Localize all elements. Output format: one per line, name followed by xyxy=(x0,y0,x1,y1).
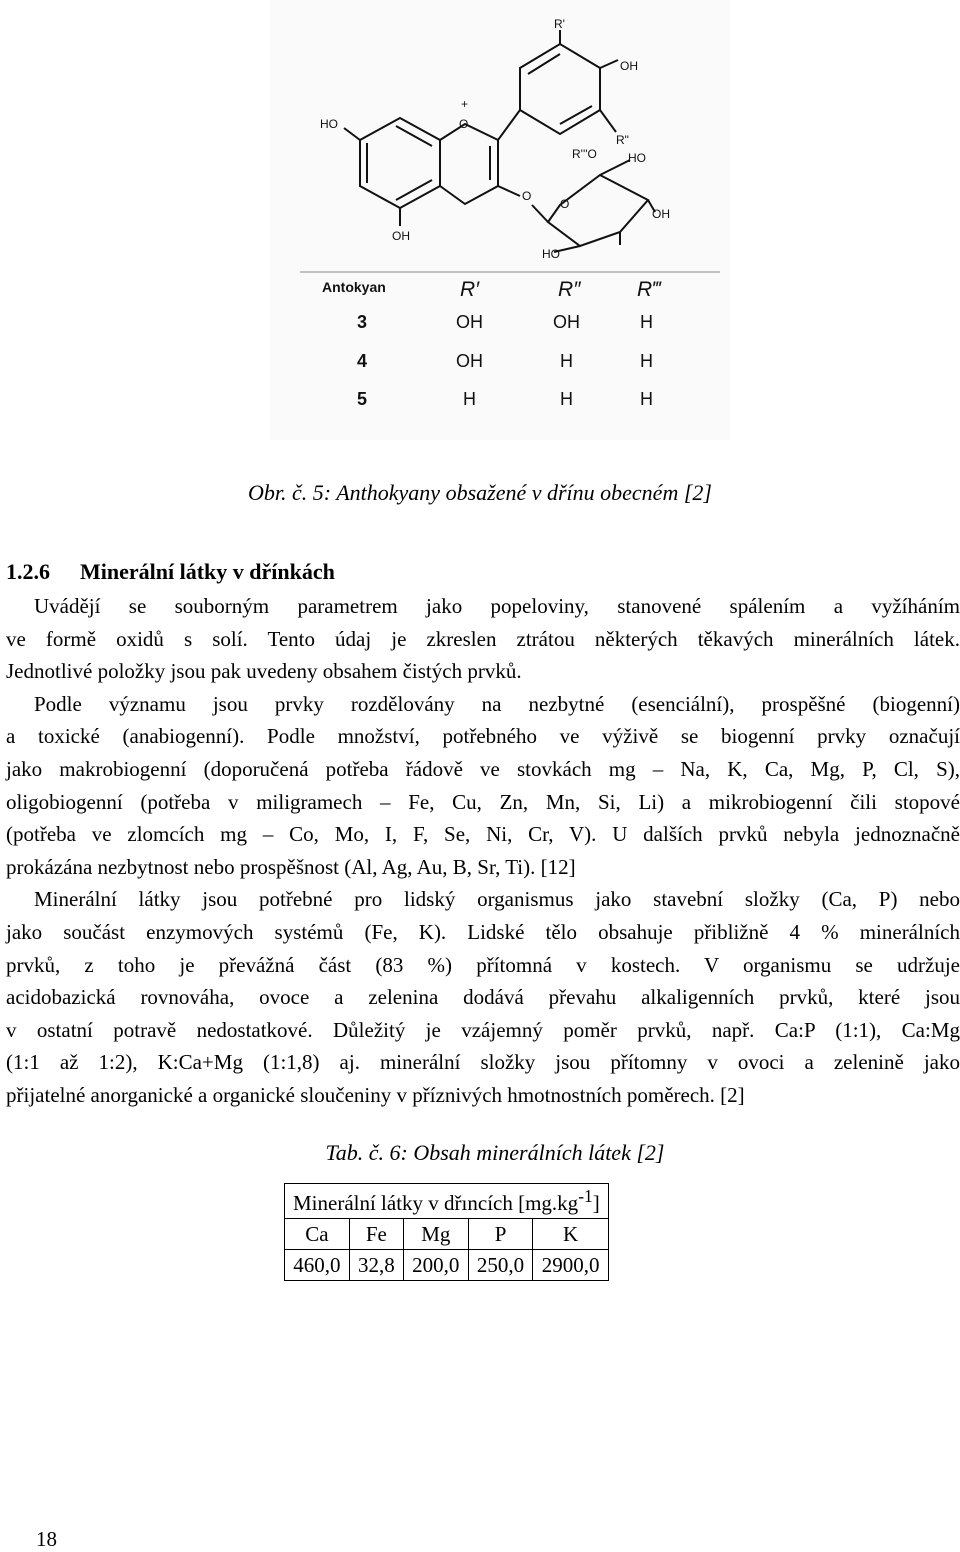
figure-table-cell: H xyxy=(640,312,653,332)
table-title xyxy=(285,1184,609,1219)
figure-table-cell: OH xyxy=(553,312,580,332)
table-cell: 200,0 xyxy=(403,1250,468,1281)
body-text xyxy=(6,590,960,1112)
paragraph-line: prvků, z toho je převážná část (83 %) přítomná v kostech. V organismu se udržuje xyxy=(6,952,960,977)
table-cell: 250,0 xyxy=(468,1250,533,1281)
paragraph-line: Minerální látky jsou potřebné pro lidský organismus jako stavební složky (Ca, P) nebo xyxy=(34,887,960,912)
figure-caption: Obr. č. 5: Anthokyany obsažené v dřínu obecném [2] xyxy=(248,480,712,505)
atom-plus-charge: + xyxy=(461,97,469,111)
figure-table-col-r1: R′ xyxy=(460,278,480,301)
paragraph-line: acidobazická rovnováha, ovoce a zelenina dodává převahu alkaligenních prvků, které jsou xyxy=(6,985,960,1010)
paragraph-line: (potřeba ve zlomcích mg – Co, Mo, I, F, Se, Ni, Cr, V). U dalších prvků nebyla jednoznačně xyxy=(6,822,960,847)
figure-table-row-id: 3 xyxy=(357,312,368,332)
atom-link-oxygen: O xyxy=(522,189,532,203)
table-row xyxy=(285,1250,609,1281)
paragraph-line: Jednotlivé položky jsou pak uvedeny obsahem čistých prvků. xyxy=(6,659,522,684)
paragraph-line: a toxické (anabiogenní). Podle množství, potřebného ve výživě se biogenní prvky označují xyxy=(6,724,960,749)
paragraph-line: jako makrobiogenní (doporučená potřeba řádově ve stovkách mg – Na, K, Ca, Mg, P, Cl, S), xyxy=(6,756,960,781)
figure-table-cell: H xyxy=(560,389,573,409)
anthocyanin-figure xyxy=(270,0,730,440)
table-header-cell: K xyxy=(533,1219,608,1250)
table-caption: Tab. č. 6: Obsah minerálních látek [2] xyxy=(325,1140,665,1165)
figure-table-row-id: 4 xyxy=(357,351,368,371)
table-title-text: Minerální látky v dřıncích [mg.kg xyxy=(293,1191,579,1215)
figure-table-cell: H xyxy=(560,351,573,371)
atom-ho-left: HO xyxy=(320,117,338,131)
paragraph-line: v ostatní potravě nedostatkové. Důležitý je vzájemný poměr prvků, např. Ca:P (1:1), Ca:Mg xyxy=(6,1017,960,1042)
paragraph-line: ve formě oxidů s solí. Tento údaj je zkreslen ztrátou některých těkavých minerálních látek. xyxy=(6,626,960,651)
figure-table-header: Antokyan xyxy=(322,279,386,295)
table-header-cell: Fe xyxy=(349,1219,403,1250)
paragraph-line: (1:1 až 1:2), K:Ca+Mg (1:1,8) aj. minerální složky jsou přítomny v ovoci a zelenině jako xyxy=(6,1050,960,1075)
paragraph-line: přijatelné anorganické a organické sloučeniny v příznivých hmotnostních poměrech. [2] xyxy=(6,1082,745,1107)
table-header-cell: Mg xyxy=(403,1219,468,1250)
atom-oh-bottom: OH xyxy=(392,229,410,243)
page-number: 18 xyxy=(36,1527,57,1551)
figure-table-col-r2: R″ xyxy=(558,278,581,301)
atom-r-double-prime: R" xyxy=(616,133,629,147)
anthocyanin-structure-diagram xyxy=(270,0,730,440)
paragraph-line: Podle významu jsou prvky rozdělovány na nezbytné (esenciální), prospěšné (biogenní) xyxy=(34,691,960,716)
paragraph-line: jako součást enzymových systémů (Fe, K). Lidské tělo obsahuje přibližně 4 % minerálních xyxy=(6,919,960,944)
table-header-cell: P xyxy=(468,1219,533,1250)
table-title-end: ] xyxy=(592,1191,600,1215)
section-heading xyxy=(6,559,335,585)
paragraph-line: prokázána nezbytnost nebo prospěšnost (Al, Ag, Au, B, Sr, Ti). [12] xyxy=(6,854,576,879)
table-header-row xyxy=(285,1219,609,1250)
atom-ring-oxygen: O xyxy=(459,117,469,131)
table-title-exponent: -1 xyxy=(578,1186,593,1206)
figure-table-cell: H xyxy=(640,351,653,371)
figure-table-cell: H xyxy=(463,389,476,409)
section-title: Minerální látky v dřínkách xyxy=(80,559,335,584)
table-cell: 460,0 xyxy=(285,1250,350,1281)
atom-oh-right: OH xyxy=(652,207,670,221)
atom-oh-top: OH xyxy=(620,59,638,73)
paragraph-line: Uvádějí se souborným parametrem jako popeloviny, stanovené spálením a vyžíháním xyxy=(34,594,960,618)
table-header-cell: Ca xyxy=(285,1219,350,1250)
atom-sugar-oxygen: O xyxy=(560,197,570,211)
figure-table-cell: OH xyxy=(456,312,483,332)
figure-table-cell: H xyxy=(640,389,653,409)
table-cell: 32,8 xyxy=(349,1250,403,1281)
figure-table-row-id: 5 xyxy=(357,389,368,409)
atom-ho-bottom: HO xyxy=(542,247,560,261)
figure-table-cell: OH xyxy=(456,351,483,371)
mineral-table xyxy=(284,1183,609,1281)
molecule-bonds xyxy=(344,30,655,252)
atom-r-prime: R' xyxy=(554,17,565,31)
table-title-row xyxy=(285,1184,609,1219)
atom-ho-right: HO xyxy=(628,151,646,165)
section-number: 1.2.6 xyxy=(6,559,50,584)
table-cell: 2900,0 xyxy=(533,1250,608,1281)
paragraph-line: oligobiogenní (potřeba v miligramech – Fe, Cu, Zn, Mn, Si, Li) a mikrobiogenní čili stopové xyxy=(6,789,960,814)
figure-table-col-r3: R‴ xyxy=(637,278,660,301)
atom-r-triple-prime-o: R'''O xyxy=(572,147,597,161)
